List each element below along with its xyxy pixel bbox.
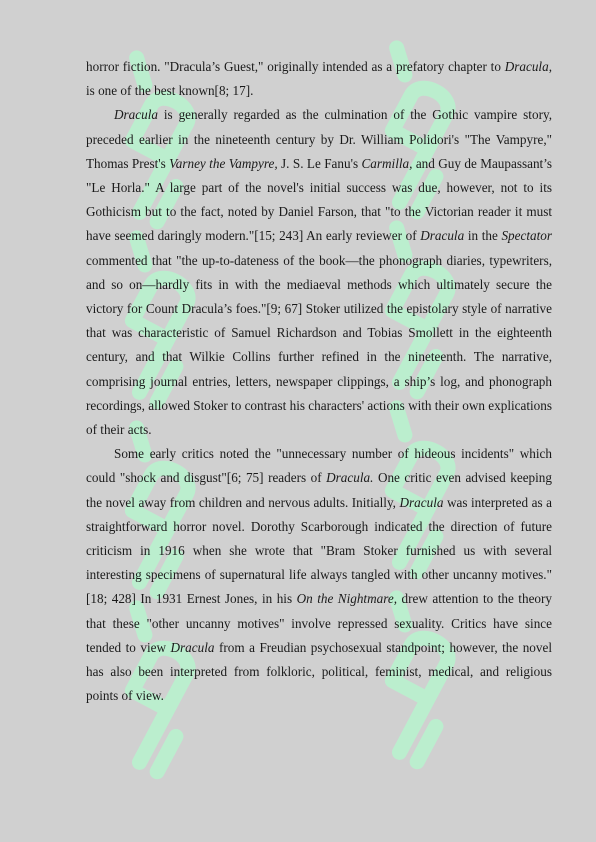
paragraph bbox=[86, 103, 552, 442]
paragraph bbox=[86, 55, 552, 103]
text-run: Some early critics noted the "unnecessary number of hideous incidents" which could "shock and disgust"[6; 75] readers of bbox=[86, 446, 552, 486]
text-run: , is one of the best known[8; 17]. bbox=[86, 59, 552, 99]
italic-title: Spectator bbox=[501, 228, 552, 244]
paragraph bbox=[86, 442, 552, 708]
text-run: from a Freudian psychosexual standpoint; however, the novel has also been interpreted from folkloric, political, feminist, medical, and religious points of view. bbox=[86, 639, 552, 704]
text-run: commented that "the up-to-dateness of the book—the phonograph diaries, typewriters, and so on—hardly fits in with the mediaeval methods which ultimately secure the victory for Count Dracula’s foes."[9; 67] Stoker utilized the epistolary style of narrative that was characteristic of Samuel Richardson and Tobias Smollett in the eighteenth century, and that Wilkie Collins further refined in the nineteenth. The narrative, comprising journal entries, letters, newspaper clippings, a ship’s log, and phonograph recordings, allowed Stoker to contrast his characters' actions with their own explications of their acts. bbox=[86, 252, 553, 438]
text-run: horror fiction. "Dracula’s Guest," originally intended as a prefatory chapter to bbox=[86, 59, 505, 74]
italic-title: Dracula bbox=[170, 639, 215, 655]
text-run: was interpreted as a straightforward horror novel. Dorothy Scarborough indicated the direction of future criticism in 1916 when she wrote that "Bram Stoker furnished us with several interesting specimens of supernatural life always tangled with other uncanny motives."[18; 428] In 1931 Ernest Jones, in his bbox=[86, 494, 552, 607]
italic-title: Dracula bbox=[420, 228, 465, 244]
text-run: drew attention to the theory that these "other uncanny motives" involve repressed sexuality. Critics have since tended to view bbox=[86, 591, 552, 655]
text-run: is generally regarded as the culmination of the Gothic vampire story, preceded earlier in the nineteenth century by Dr. William Polidori's "The Vampyre," Thomas Prest's bbox=[86, 107, 552, 171]
italic-title: Carmilla, bbox=[361, 155, 413, 171]
italic-title: On the Nightmare, bbox=[296, 591, 398, 607]
text-run: in the bbox=[464, 228, 502, 244]
italic-title: Varney the Vampyre, bbox=[169, 155, 278, 171]
italic-title: Dracula bbox=[114, 107, 158, 123]
italic-title: Dracula bbox=[399, 494, 444, 510]
text-run: J. S. Le Fanu's bbox=[277, 155, 362, 171]
italic-title: Dracula. bbox=[326, 470, 374, 486]
text-run: One critic even advised keeping the novel away from children and nervous adults. Initially, bbox=[86, 470, 552, 510]
text-run: and Guy de Maupassant’s "Le Horla." A large part of the novel's initial success was due, however, not to its Gothicism but to the fact, noted by Daniel Farson, that "to the Victorian reader it must have seemed daringly modern."[15; 243] An early reviewer of bbox=[86, 155, 553, 244]
italic-title: Dracula bbox=[504, 59, 549, 74]
body-text bbox=[86, 55, 552, 708]
